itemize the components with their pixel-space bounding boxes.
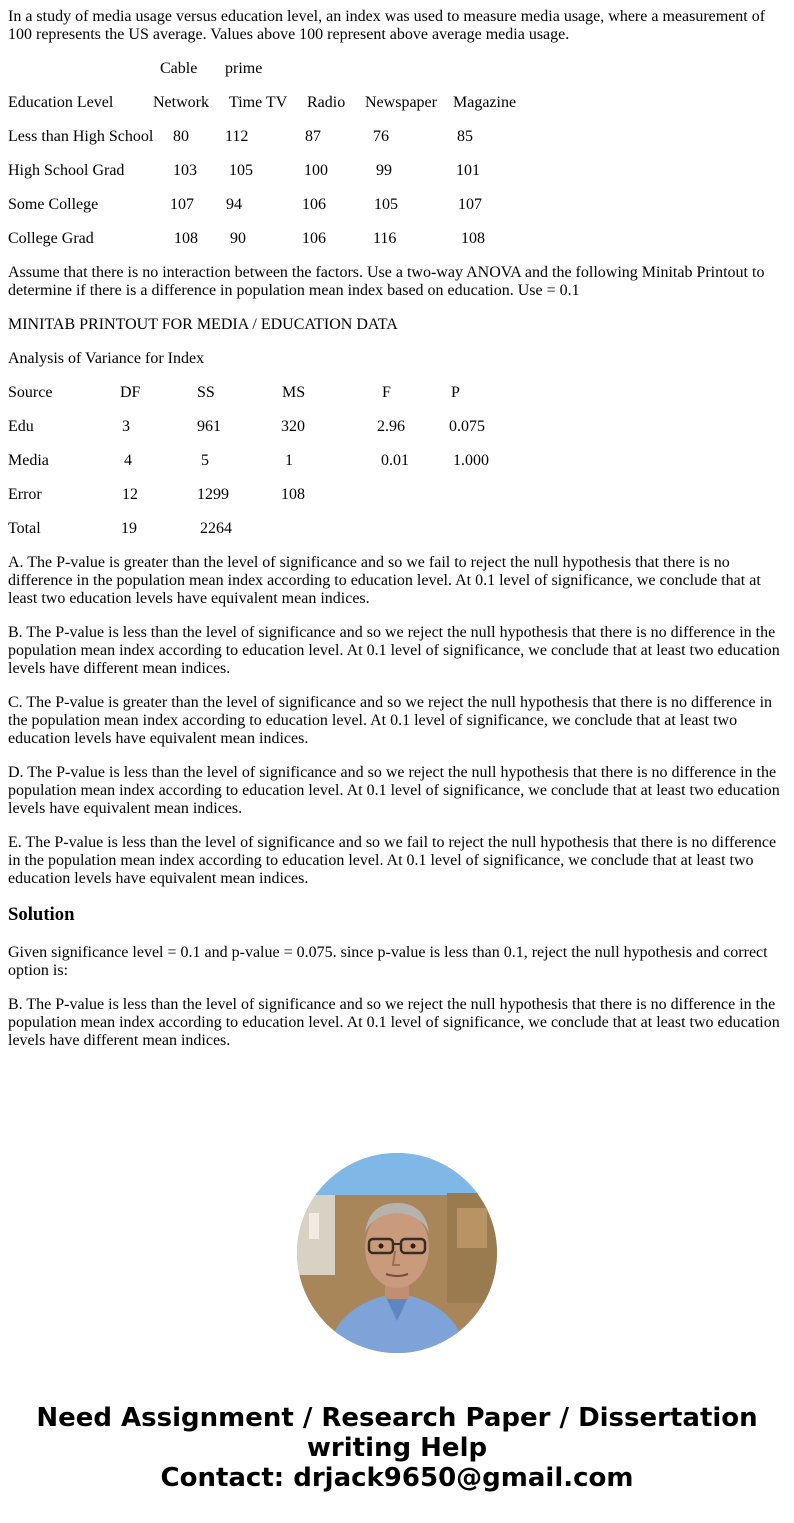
anova-row bbox=[8, 452, 786, 470]
author-avatar bbox=[297, 1153, 497, 1353]
document-page bbox=[8, 8, 786, 1066]
anova-table bbox=[8, 384, 786, 538]
anova-header-cell: Source bbox=[8, 384, 53, 401]
anova-cell: 2264 bbox=[200, 520, 232, 537]
anova-cell: 12 bbox=[122, 486, 138, 503]
option-e: E. The P-value is less than the level of significance and so we fail to reject the null hypothesis that there is no difference in the population mean index according to education level. At 0.1 level of significance, we conclude that at least two education levels have equivalent mean indices. bbox=[8, 834, 777, 887]
anova-header-cell: SS bbox=[197, 384, 215, 401]
table-row bbox=[8, 196, 786, 214]
footer-banner bbox=[0, 1403, 794, 1493]
media-table-header-top bbox=[8, 60, 786, 78]
table-cell: 105 bbox=[229, 162, 253, 179]
table-cell: College Grad bbox=[8, 230, 94, 247]
table-row bbox=[8, 230, 786, 248]
table-cell: 87 bbox=[305, 128, 321, 145]
anova-cell: 19 bbox=[121, 520, 137, 537]
table-cell: High School Grad bbox=[8, 162, 125, 179]
footer-line-2: writing Help bbox=[306, 1433, 488, 1463]
table-cell: 116 bbox=[373, 230, 397, 247]
solution-heading: Solution bbox=[8, 904, 75, 925]
anova-cell: Error bbox=[8, 486, 42, 503]
table-cell: 99 bbox=[376, 162, 392, 179]
header-cell: Newspaper bbox=[365, 94, 437, 111]
author-portrait-image bbox=[297, 1153, 497, 1353]
anova-header-cell: F bbox=[382, 384, 391, 401]
solution-answer: B. The P-value is less than the level of significance and so we reject the null hypothesis that there is no difference in the population mean index according to education level. At 0.1 level of significance, we conclude that at least two education levels have different mean indices. bbox=[8, 996, 780, 1049]
anova-header-cell: P bbox=[451, 384, 460, 401]
anova-cell: 5 bbox=[201, 452, 209, 469]
table-cell: 85 bbox=[457, 128, 473, 145]
media-table-header bbox=[8, 94, 786, 112]
table-cell: 106 bbox=[302, 230, 326, 247]
table-cell: 103 bbox=[173, 162, 197, 179]
table-cell: 90 bbox=[230, 230, 246, 247]
anova-row bbox=[8, 486, 786, 504]
table-cell: 107 bbox=[170, 196, 194, 213]
table-cell: Less than High School bbox=[8, 128, 154, 145]
media-table bbox=[8, 60, 786, 248]
anova-row bbox=[8, 418, 786, 436]
anova-header bbox=[8, 384, 786, 402]
table-cell: 80 bbox=[173, 128, 189, 145]
anova-header-cell: MS bbox=[282, 384, 306, 401]
table-cell: Some College bbox=[8, 196, 99, 213]
table-cell: 101 bbox=[456, 162, 480, 179]
anova-title: Analysis of Variance for Index bbox=[8, 350, 205, 367]
header-cell: Network bbox=[153, 94, 209, 111]
anova-cell: 0.075 bbox=[449, 418, 485, 435]
question-intro: In a study of media usage versus education level, an index was used to measure media usage, where a measurement of 100 represents the US average. Values above 100 represent above average media usage. bbox=[8, 8, 766, 43]
table-cell: 94 bbox=[226, 196, 242, 213]
anova-cell: 961 bbox=[197, 418, 221, 435]
table-cell: 108 bbox=[461, 230, 485, 247]
table-row bbox=[8, 162, 786, 180]
header-cell: Magazine bbox=[453, 94, 517, 111]
solution-text: Given significance level = 0.1 and p-value = 0.075. since p-value is less than 0.1, reject the null hypothesis and correct option is: bbox=[8, 944, 768, 979]
table-cell: 100 bbox=[304, 162, 328, 179]
anova-cell: 108 bbox=[281, 486, 305, 503]
table-cell: 105 bbox=[374, 196, 398, 213]
header-cell: Time TV bbox=[229, 94, 288, 111]
anova-cell: 2.96 bbox=[377, 418, 405, 435]
anova-cell: 4 bbox=[124, 452, 132, 469]
footer-contact: Contact: drjack9650@gmail.com bbox=[160, 1463, 634, 1493]
anova-cell: 0.01 bbox=[381, 452, 409, 469]
header-cell: Radio bbox=[307, 94, 346, 111]
anova-cell: 3 bbox=[122, 418, 130, 435]
printout-title: MINITAB PRINTOUT FOR MEDIA / EDUCATION DATA bbox=[8, 316, 398, 333]
option-a: A. The P-value is greater than the level of significance and so we fail to reject the null hypothesis that there is no difference in the population mean index according to education level. At 0.1 level of significance, we conclude that at least two education levels have equivalent mean indices. bbox=[8, 554, 761, 607]
option-d: D. The P-value is less than the level of significance and so we reject the null hypothesis that there is no difference in the population mean index according to education level. At 0.1 level of significance, we conclude that at least two education levels have equivalent mean indices. bbox=[8, 764, 780, 817]
question-instructions: Assume that there is no interaction between the factors. Use a two-way ANOVA and the following Minitab Printout to determine if there is a difference in population mean index based on education. Use = 0.1 bbox=[8, 264, 765, 299]
table-cell: 112 bbox=[225, 128, 249, 145]
option-c: C. The P-value is greater than the level of significance and so we reject the null hypothesis that there is no difference in the population mean index according to education level. At 0.1 level of significance, we conclude that at least two education levels have equivalent mean indices. bbox=[8, 694, 773, 747]
anova-header-cell: DF bbox=[120, 384, 141, 401]
header-top-cell: prime bbox=[225, 60, 263, 77]
header-cell: Education Level bbox=[8, 94, 114, 111]
anova-cell: 1 bbox=[285, 452, 293, 469]
anova-cell: Edu bbox=[8, 418, 34, 435]
footer-line-1: Need Assignment / Research Paper / Dissertation bbox=[36, 1403, 758, 1433]
anova-row bbox=[8, 520, 786, 538]
anova-cell: Total bbox=[8, 520, 41, 537]
table-cell: 107 bbox=[458, 196, 482, 213]
anova-cell: Media bbox=[8, 452, 49, 469]
table-cell: 106 bbox=[302, 196, 326, 213]
anova-cell: 320 bbox=[281, 418, 305, 435]
table-cell: 108 bbox=[174, 230, 198, 247]
anova-cell: 1299 bbox=[197, 486, 229, 503]
table-cell: 76 bbox=[373, 128, 389, 145]
option-b: B. The P-value is less than the level of significance and so we reject the null hypothesis that there is no difference in the population mean index according to education level. At 0.1 level of significance, we conclude that at least two education levels have different mean indices. bbox=[8, 624, 780, 677]
header-top-cell: Cable bbox=[160, 60, 198, 77]
table-row bbox=[8, 128, 786, 146]
anova-cell: 1.000 bbox=[453, 452, 489, 469]
